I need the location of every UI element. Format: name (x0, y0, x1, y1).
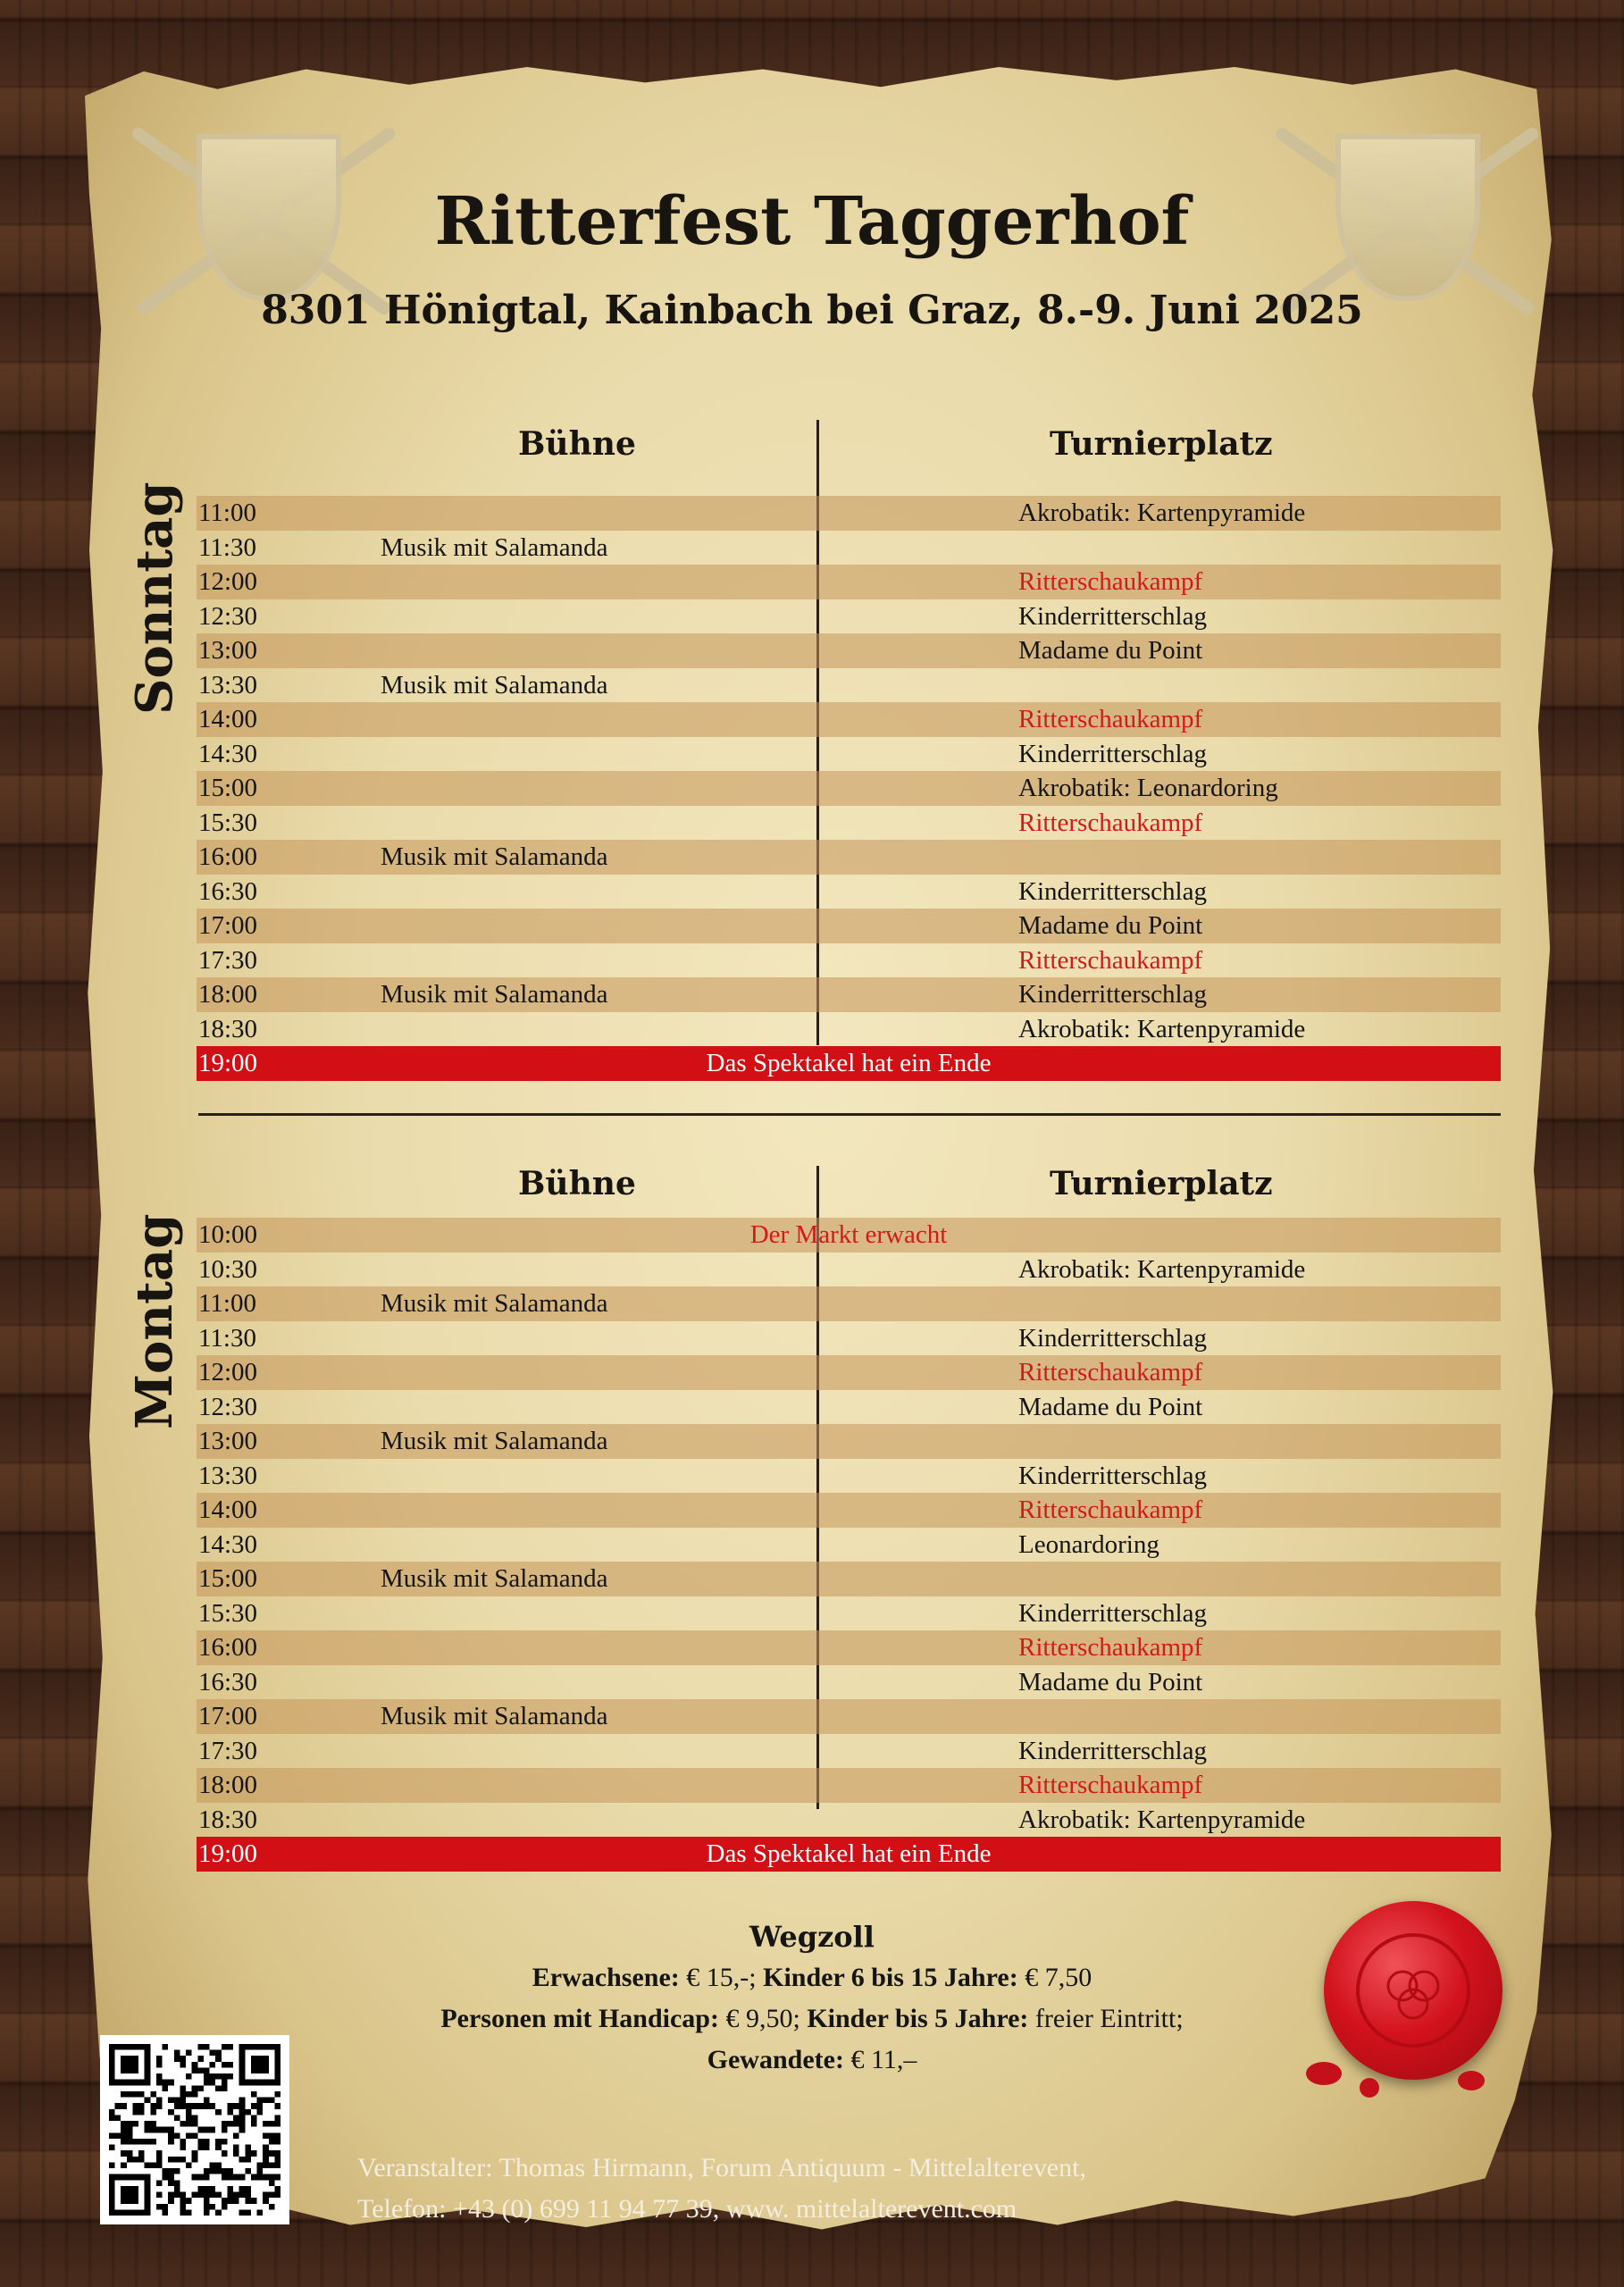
fee-small-kids-label: Kinder bis 5 Jahre: (807, 2004, 1029, 2033)
arena-event: Kinderritterschlag (1018, 1598, 1207, 1628)
time-cell: 16:00 (198, 842, 258, 871)
time-cell: 14:00 (198, 1495, 258, 1524)
fee-small-kids-price: freier Eintritt; (1034, 2004, 1184, 2033)
time-cell: 13:00 (198, 636, 258, 665)
time-cell: 11:00 (198, 498, 256, 527)
time-cell: 15:00 (198, 774, 258, 802)
schedule-row (197, 1252, 1501, 1287)
qr-code[interactable] (100, 2035, 289, 2224)
time-cell: 13:30 (198, 1461, 258, 1490)
time-cell: 14:00 (198, 705, 258, 733)
end-row (197, 1837, 1501, 1872)
schedule-row (197, 1218, 1501, 1252)
fees-heading: Wegzoll (749, 1920, 875, 1954)
schedule-row (197, 806, 1501, 841)
schedule-row (197, 1665, 1501, 1700)
time-cell: 15:30 (198, 1598, 258, 1628)
schedule-row (197, 1459, 1501, 1494)
fee-adults-price: € 15,-; (686, 1963, 757, 1992)
fee-handicap-label: Personen mit Handicap: (440, 2004, 719, 2033)
time-cell: 18:30 (198, 1805, 258, 1834)
stage-event: Musik mit Salamanda (381, 1564, 608, 1593)
time-cell: 10:30 (198, 1254, 258, 1284)
stage-event: Musik mit Salamanda (381, 1427, 608, 1455)
arena-event: Ritterschaukampf (1018, 808, 1203, 837)
arena-event: Madame du Point (1018, 911, 1203, 940)
time-cell: 18:30 (198, 1014, 258, 1043)
day-label-sunday: Sonntag (125, 482, 184, 715)
time-cell: 12:00 (198, 1358, 258, 1386)
arena-event: Madame du Point (1018, 1667, 1203, 1696)
organizer-line-2: Telefon: +43 (0) 699 11 94 77 39, www. mittelalterevent.com (357, 2194, 1017, 2224)
time-cell: 13:30 (198, 670, 258, 700)
time-cell: 16:30 (198, 1667, 258, 1696)
arena-event: Akrobatik: Kartenpyramide (1018, 1805, 1306, 1834)
time-cell: 13:00 (198, 1427, 258, 1455)
arena-event: Ritterschaukampf (1018, 567, 1203, 596)
arena-event: Kinderritterschlag (1018, 1461, 1207, 1490)
day-label-monday: Montag (125, 1213, 184, 1429)
schedule-row (197, 565, 1501, 599)
schedule-row (197, 1699, 1501, 1734)
schedule-row (197, 1630, 1501, 1665)
stage-event: Musik mit Salamanda (381, 980, 608, 1009)
time-cell: 14:30 (198, 1529, 258, 1559)
schedule-row (197, 875, 1501, 909)
arena-event: Leonardoring (1018, 1529, 1159, 1559)
schedule-row (197, 977, 1501, 1012)
time-cell: 11:30 (198, 532, 256, 562)
opening-text: Der Markt erwacht (749, 1220, 948, 1249)
schedule-row (197, 943, 1501, 978)
time-cell: 14:30 (198, 739, 258, 768)
schedule-row (197, 1390, 1501, 1425)
time-cell: 15:30 (198, 808, 258, 837)
time-cell: 11:00 (198, 1289, 256, 1318)
fee-kids-label: Kinder 6 bis 15 Jahre: (763, 1963, 1018, 1992)
time-cell: 18:00 (198, 1771, 258, 1799)
schedule-row (197, 1596, 1501, 1631)
time-cell: 12:00 (198, 567, 258, 596)
schedule-row (197, 1424, 1501, 1459)
stage-event: Musik mit Salamanda (381, 842, 608, 871)
schedule-row (197, 599, 1501, 634)
time-cell: 18:00 (198, 980, 258, 1009)
fee-adults-label: Erwachsene: (532, 1963, 680, 1992)
schedule-row (197, 1355, 1501, 1390)
schedule-row (197, 1528, 1501, 1562)
arena-event: Madame du Point (1018, 1392, 1203, 1421)
schedule-row (197, 1803, 1501, 1838)
time-cell: 17:00 (198, 911, 258, 940)
arena-event: Akrobatik: Kartenpyramide (1018, 498, 1306, 527)
stage-event: Musik mit Salamanda (381, 670, 608, 700)
schedule-row (197, 840, 1501, 875)
fee-costumed-label: Gewandete: (707, 2045, 844, 2074)
schedule-row (197, 771, 1501, 806)
arena-event: Kinderritterschlag (1018, 980, 1207, 1009)
schedule-row (197, 1493, 1501, 1528)
schedule-monday (197, 1218, 1501, 1872)
arena-event: Akrobatik: Kartenpyramide (1018, 1254, 1306, 1284)
stage-event: Musik mit Salamanda (381, 532, 608, 562)
section-divider (198, 1113, 1501, 1116)
schedule-row (197, 1321, 1501, 1356)
arena-event: Madame du Point (1018, 636, 1203, 665)
wax-seal-icon (1324, 1901, 1503, 2080)
arena-event: Kinderritterschlag (1018, 1323, 1207, 1353)
end-text: Das Spektakel hat ein Ende (706, 1839, 992, 1868)
organizer-line-1: Veranstalter: Thomas Hirmann, Forum Antiquum - Mittelalterevent, (357, 2153, 1086, 2182)
schedule-row (197, 737, 1501, 772)
schedule-sunday (197, 496, 1501, 1081)
schedule-row (197, 1286, 1501, 1321)
time-cell: 10:00 (198, 1220, 258, 1249)
time-cell: 16:30 (198, 876, 258, 906)
time-cell: 17:00 (198, 1702, 258, 1730)
arena-event: Ritterschaukampf (1018, 945, 1203, 975)
time-cell: 16:00 (198, 1633, 258, 1662)
arena-event: Ritterschaukampf (1018, 1633, 1203, 1662)
time-cell: 12:30 (198, 601, 258, 631)
time-cell: 19:00 (198, 1049, 258, 1077)
end-text: Das Spektakel hat ein Ende (706, 1049, 992, 1077)
arena-event: Kinderritterschlag (1018, 876, 1207, 906)
schedule-row (197, 702, 1501, 737)
fee-costumed-price: € 11,– (850, 2045, 917, 2074)
arena-event: Ritterschaukampf (1018, 705, 1203, 733)
schedule-row (197, 496, 1501, 531)
column-header-arena: Turnierplatz (1050, 1165, 1273, 1202)
stage-event: Musik mit Salamanda (381, 1702, 608, 1730)
time-cell: 19:00 (198, 1839, 258, 1868)
time-cell: 12:30 (198, 1392, 258, 1421)
time-cell: 11:30 (198, 1323, 256, 1353)
schedule-row (197, 909, 1501, 943)
end-row (197, 1046, 1501, 1081)
arena-event: Ritterschaukampf (1018, 1771, 1203, 1799)
arena-event: Kinderritterschlag (1018, 1736, 1207, 1765)
arena-event: Kinderritterschlag (1018, 601, 1207, 631)
column-header-stage: Bühne (518, 1165, 636, 1202)
time-cell: 17:30 (198, 945, 258, 975)
schedule-row (197, 531, 1501, 565)
schedule-row (197, 1012, 1501, 1047)
arena-event: Akrobatik: Leonardoring (1018, 774, 1278, 802)
schedule-row (197, 668, 1501, 703)
column-header-arena: Turnierplatz (1050, 425, 1273, 463)
arena-event: Ritterschaukampf (1018, 1495, 1203, 1524)
page-subtitle: 8301 Hönigtal, Kainbach bei Graz, 8.-9. Juni 2025 (261, 288, 1363, 333)
column-header-stage: Bühne (518, 425, 636, 463)
fee-handicap-price: € 9,50; (725, 2004, 800, 2033)
page-title: Ritterfest Taggerhof (434, 183, 1190, 260)
fee-kids-price: € 7,50 (1025, 1963, 1092, 1992)
schedule-row (197, 1734, 1501, 1769)
schedule-row (197, 1768, 1501, 1803)
schedule-row (197, 633, 1501, 668)
stage-event: Musik mit Salamanda (381, 1289, 608, 1318)
arena-event: Akrobatik: Kartenpyramide (1018, 1014, 1306, 1043)
schedule-row (197, 1562, 1501, 1596)
time-cell: 15:00 (198, 1564, 258, 1593)
arena-event: Ritterschaukampf (1018, 1358, 1203, 1386)
time-cell: 17:30 (198, 1736, 258, 1765)
arena-event: Kinderritterschlag (1018, 739, 1207, 768)
